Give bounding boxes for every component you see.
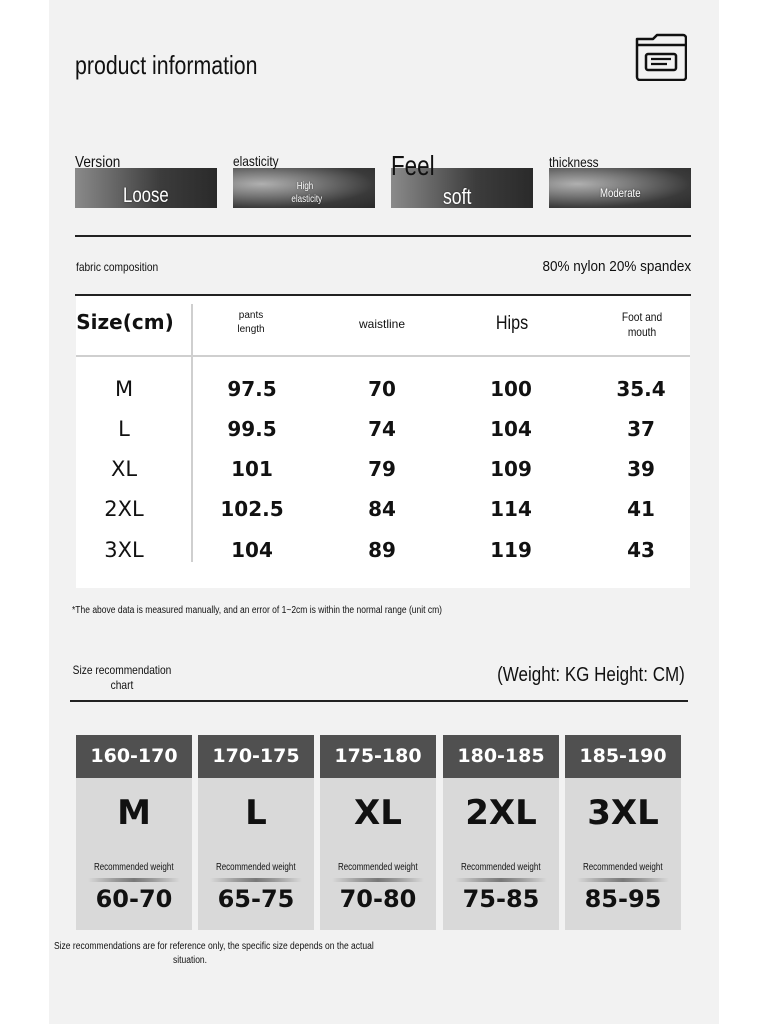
attr-feel bbox=[391, 150, 533, 210]
cell-foot-mouth: 43 bbox=[627, 538, 655, 562]
divider bbox=[70, 700, 688, 702]
table-row bbox=[76, 489, 690, 529]
cell-hips: 114 bbox=[490, 497, 532, 521]
card-divider bbox=[210, 878, 302, 882]
cell-waistline: 89 bbox=[368, 538, 396, 562]
cell-hips: 104 bbox=[490, 417, 532, 441]
attr-thickness-value: Moderate bbox=[600, 186, 641, 200]
header-size: Size(cm) bbox=[76, 310, 174, 334]
cell-pants-length: 102.5 bbox=[220, 497, 284, 521]
size-table bbox=[76, 296, 690, 588]
size-card bbox=[565, 735, 681, 930]
recommendation-label-1: Size recommendation bbox=[72, 663, 172, 677]
attr-version-label: Version bbox=[75, 154, 121, 171]
card-size: L bbox=[245, 793, 267, 833]
footer-note-2: situation. bbox=[172, 955, 208, 966]
attr-version-value: Loose bbox=[123, 184, 169, 207]
header-waistline: waistline bbox=[358, 317, 406, 331]
cell-foot-mouth: 35.4 bbox=[616, 377, 666, 401]
header-pants-length-1: pants bbox=[238, 310, 264, 321]
card-weight-label: Recommended weight bbox=[338, 862, 418, 873]
cell-pants-length: 97.5 bbox=[227, 377, 277, 401]
cell-size: XL bbox=[110, 457, 138, 481]
measurement-note: *The above data is measured manually, and an error of 1~2cm is within the normal range (unit cm) bbox=[72, 605, 443, 616]
fabric-value: 80% nylon 20% spandex bbox=[542, 258, 691, 275]
page-title: product information bbox=[75, 50, 258, 80]
card-weight-label: Recommended weight bbox=[94, 862, 174, 873]
size-card bbox=[443, 735, 559, 930]
header-hips: Hips bbox=[495, 313, 529, 334]
card-weight-label: Recommended weight bbox=[583, 862, 663, 873]
table-row bbox=[76, 530, 690, 570]
cell-hips: 100 bbox=[490, 377, 532, 401]
header-pants-length-2: length bbox=[237, 324, 265, 335]
card-height-range: 160-170 bbox=[76, 735, 192, 778]
cell-waistline: 74 bbox=[368, 417, 396, 441]
cell-size: 3XL bbox=[104, 538, 144, 562]
attr-elasticity-value-1: High bbox=[296, 181, 314, 192]
card-weight: 70-80 bbox=[339, 885, 417, 913]
card-height-range: 185-190 bbox=[565, 735, 681, 778]
card-weight: 60-70 bbox=[95, 885, 173, 913]
header-foot-mouth-2: mouth bbox=[627, 325, 657, 339]
card-size: 2XL bbox=[465, 793, 537, 833]
attr-elasticity-value-2: elasticity bbox=[291, 194, 323, 205]
size-card bbox=[198, 735, 314, 930]
cell-pants-length: 99.5 bbox=[227, 417, 277, 441]
document-folder-icon bbox=[635, 33, 687, 81]
cell-waistline: 70 bbox=[368, 377, 396, 401]
attr-elasticity bbox=[233, 150, 375, 210]
cell-size: L bbox=[118, 417, 130, 441]
attr-thickness-label: thickness bbox=[549, 154, 599, 170]
card-weight-label: Recommended weight bbox=[461, 862, 541, 873]
card-weight-label: Recommended weight bbox=[216, 862, 296, 873]
attr-feel-label: Feel bbox=[391, 150, 435, 181]
cell-size: M bbox=[114, 377, 134, 401]
header-foot-mouth-1: Foot and bbox=[621, 310, 663, 324]
cell-foot-mouth: 37 bbox=[627, 417, 655, 441]
attr-version bbox=[75, 150, 217, 210]
card-size: 3XL bbox=[587, 793, 659, 833]
header-separator bbox=[76, 355, 690, 357]
card-divider bbox=[577, 878, 669, 882]
attr-elasticity-label: elasticity bbox=[233, 153, 279, 169]
footer-note-1: Size recommendations are for reference only, the specific size depends on the actual bbox=[54, 941, 374, 952]
cell-waistline: 79 bbox=[368, 457, 396, 481]
card-divider bbox=[88, 878, 180, 882]
card-weight: 65-75 bbox=[217, 885, 295, 913]
card-height-range: 170-175 bbox=[198, 735, 314, 778]
attr-thickness bbox=[549, 150, 691, 210]
cell-hips: 109 bbox=[490, 457, 532, 481]
table-row bbox=[76, 369, 690, 409]
fabric-label: fabric composition bbox=[76, 260, 159, 274]
card-weight: 85-95 bbox=[584, 885, 662, 913]
card-height-range: 175-180 bbox=[320, 735, 436, 778]
table-header bbox=[76, 296, 690, 356]
card-height-range: 180-185 bbox=[443, 735, 559, 778]
card-divider bbox=[455, 878, 547, 882]
cell-hips: 119 bbox=[490, 538, 532, 562]
cell-size: 2XL bbox=[104, 497, 144, 521]
table-row bbox=[76, 409, 690, 449]
divider bbox=[75, 235, 691, 237]
size-card bbox=[320, 735, 436, 930]
card-size: XL bbox=[354, 793, 402, 833]
recommendation-label-2: chart bbox=[110, 678, 134, 692]
cell-waistline: 84 bbox=[368, 497, 396, 521]
attr-feel-value: soft bbox=[443, 184, 472, 209]
cell-pants-length: 101 bbox=[231, 457, 273, 481]
recommendation-units: (Weight: KG Height: CM) bbox=[497, 664, 685, 686]
cell-pants-length: 104 bbox=[231, 538, 273, 562]
table-row bbox=[76, 449, 690, 489]
card-weight: 75-85 bbox=[462, 885, 540, 913]
cell-foot-mouth: 39 bbox=[627, 457, 655, 481]
cell-foot-mouth: 41 bbox=[627, 497, 655, 521]
size-card bbox=[76, 735, 192, 930]
card-size: M bbox=[117, 793, 151, 833]
card-divider bbox=[332, 878, 424, 882]
